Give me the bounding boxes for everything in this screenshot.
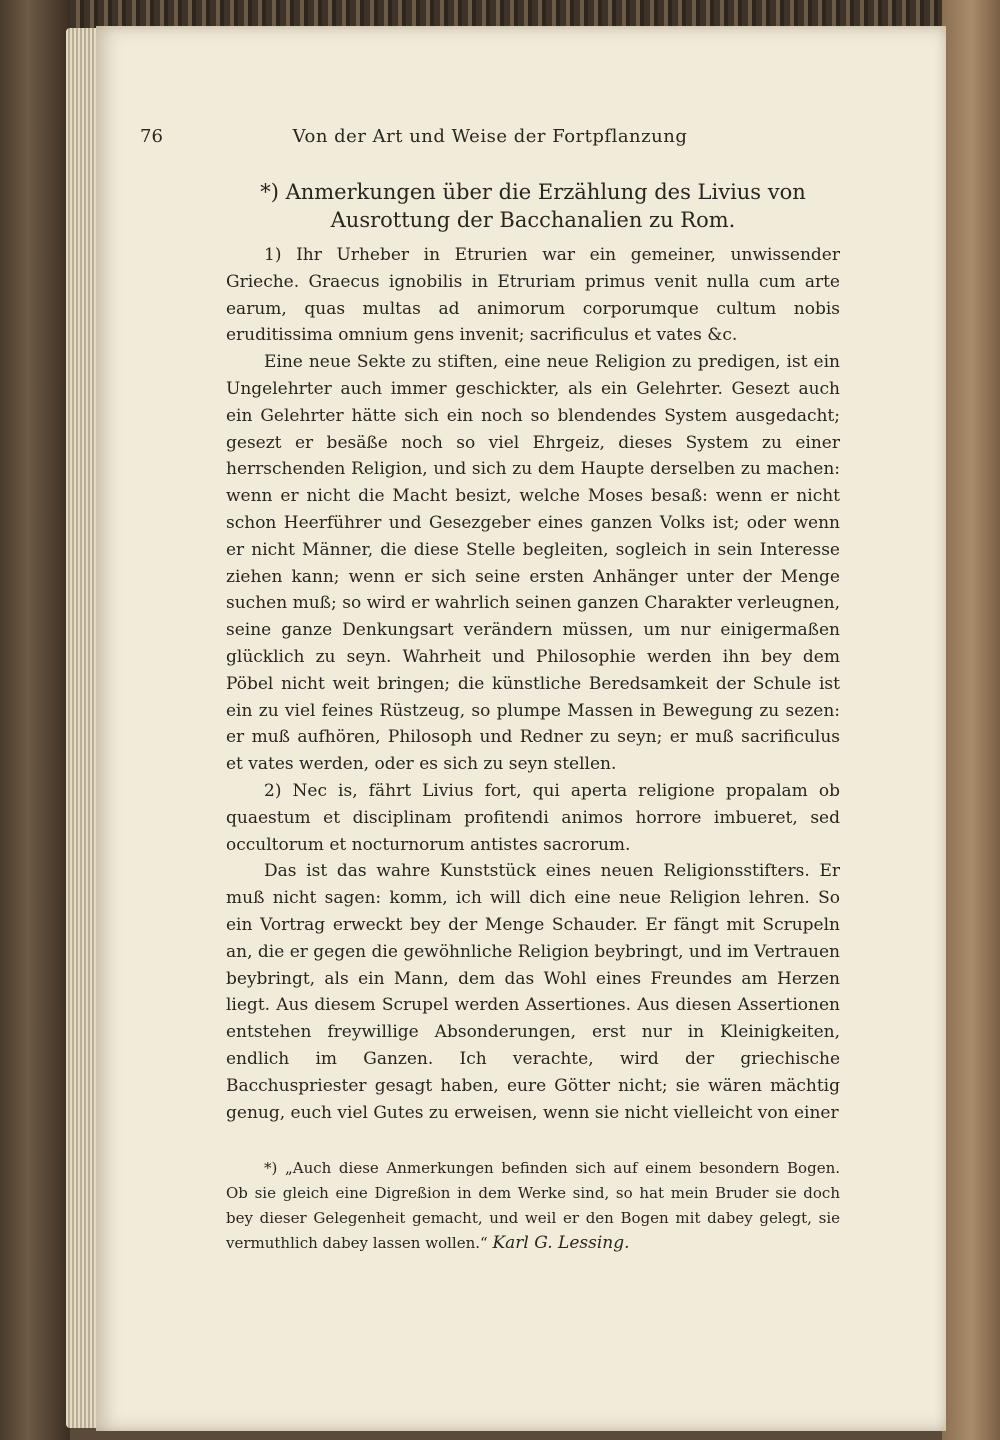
book-cover-right [942,0,1000,1440]
page-number: 76 [140,126,163,147]
footnote [226,1156,840,1256]
section-heading: *) Anmerkungen über die Erzählung des Livius von Ausrottung der Bacchanalien zu Rom. [260,180,806,232]
main-text [226,178,840,1126]
footnote-text: *) „Auch diese Anmerkungen befinden sich auf einem besondern Bogen. Ob sie gleich eine Digreßion in dem Werke sind, so hat mein Bruder sie doch bey dieser Gelegenheit gemacht, und weil er den Bogen mit dabey gelegt, sie vermuthlich dabey lassen wollen.“ [226,1159,840,1252]
paragraph-4: Das ist das wahre Kunststück eines neuen Religionsstifters. Er muß nicht sagen: komm, ich will dich eine neue Religion lehren. So ein Vortrag erweckt bey der Menge Schauder. Er fängt mit Scrupeln an, die er gegen die gewöhnliche Religion beybringt, und im Vertrauen beybringt, als ein Mann, dem das Wohl eines Freundes am Herzen liegt. Aus diesem Scrupel werden Assertiones. Aus diesen Assertionen entstehen freywillige Absonderungen, erst nur in Kleinigkeiten, endlich im Ganzen. Ich verachte, wird der griechische Bacchuspriester gesagt haben, eure Götter nicht; sie wären mächtig genug, euch viel Gutes zu erweisen, wenn sie nicht vielleicht von einer [226,861,840,1123]
running-title: Von der Art und Weise der Fortpflanzung [292,126,688,147]
paragraph-2: Eine neue Sekte zu stiften, eine neue Religion zu predigen, ist ein Ungelehrter auch immer geschickter, als ein Gelehrter. Gesezt auch ein Gelehrter hätte sich ein noch so blendendes System ausgedacht; gesezt er besäße noch so viel Ehrgeiz, dieses System zu einer herrschenden Religion, und sich zu dem Haupte derselben zu machen: wenn er nicht die Macht besizt, welche Moses besaß: wenn er nicht schon Heerführer und Gesezgeber eines ganzen Volks ist; oder wenn er nicht Männer, die diese Stelle begleiten, sogleich in sein Interesse ziehen kann; wenn er sich seine ersten Anhänger unter der Menge suchen muß; so wird er wahrlich seinen ganzen Charakter verleugnen, seine ganze Denkungsart verändern müssen, um nur einigermaßen glücklich zu seyn. Wahrheit und Philosophie werden ihn bey dem Pöbel nicht weit bringen; die künstliche Beredsamkeit der Schule ist ein zu viel feines Rüstzeug, so plumpe Massen in Bewegung zu sezen: er muß aufhören, Philosoph und Redner zu seyn; er muß sacrificulus et vates werden, oder es sich zu seyn stellen. [226,352,840,775]
page-header [140,126,840,156]
footnote-signature: Karl G. Lessing. [492,1233,630,1253]
paragraph-3: 2) Nec is, fährt Livius fort, qui aperta religione propalam ob quaestum et disciplinam profitendi animos horrore imbueret, sed occultorum et nocturnorum antistes sacrorum. [226,780,840,855]
book-cover-left [0,0,70,1440]
paragraph-1: 1) Ihr Urheber in Etrurien war ein gemeiner, unwissender Grieche. Graecus ignobilis in Etruriam primus venit nulla cum arte earum, quas multas ad animorum corporumque cultum nobis eruditissima omnium gens invenit; sacrificulus et vates &c. [226,245,840,346]
